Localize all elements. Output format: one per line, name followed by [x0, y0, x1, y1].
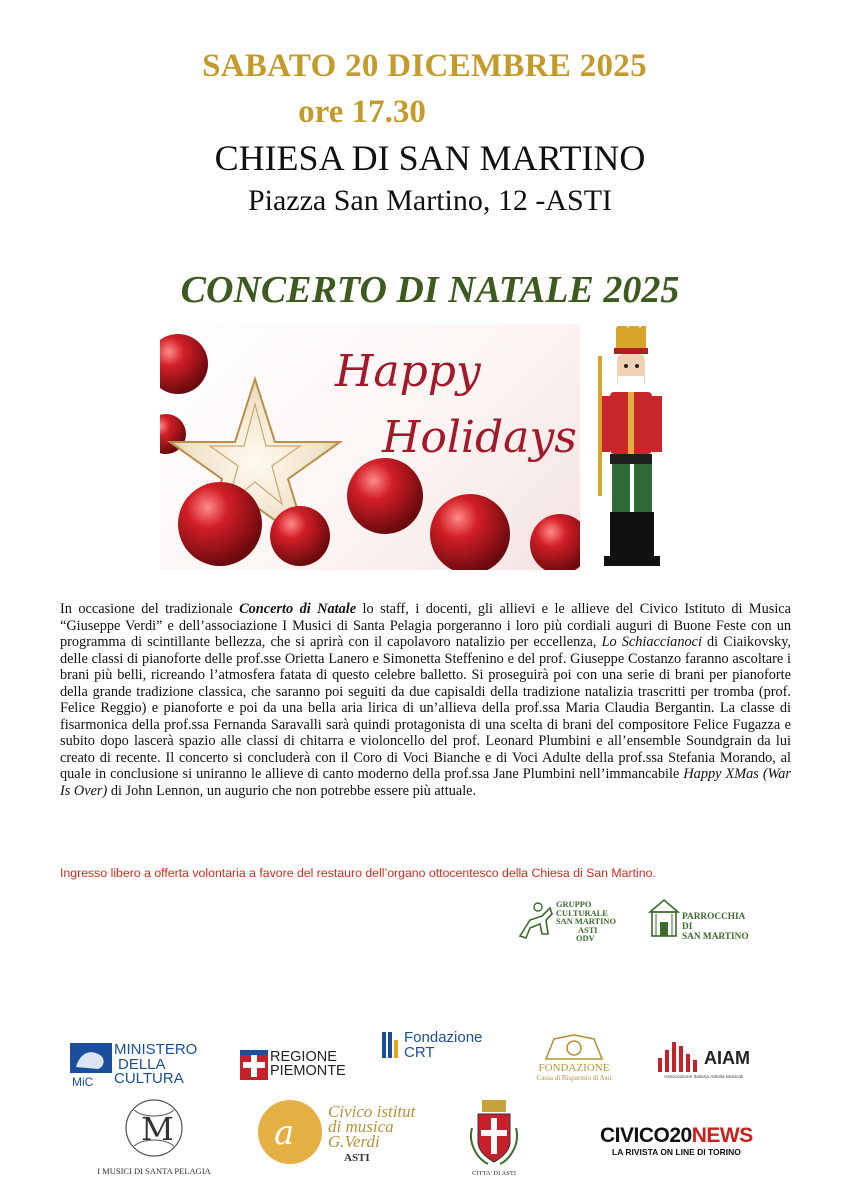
aiam-logo [656, 1040, 766, 1082]
civico-main: CIVICO20 [600, 1124, 692, 1147]
fondazione-line-1: FONDAZIONE [538, 1062, 610, 1074]
piemonte-shield-icon [240, 1050, 268, 1080]
gruppo-line-1: GRUPPO [556, 900, 592, 909]
aiam-bars-icon [656, 1040, 704, 1074]
gruppo-line-5: ODV [576, 934, 595, 944]
gruppo-line-4: ASTI [578, 925, 598, 935]
description-schiaccianoci: Lo Schiaccianoci [601, 634, 702, 650]
greeting-holidays: Holidays [382, 412, 577, 463]
verdi-line-3: G.Verdi [328, 1132, 380, 1151]
mic-line-2: DELLA [118, 1055, 166, 1073]
civico-istituto-verdi-logo [256, 1098, 416, 1170]
parrocchia-line-2: SAN MARTINO [682, 932, 749, 942]
church-facade-icon [648, 898, 680, 938]
entry-note: Ingresso libero a offerta volontaria a favore del restauro dell’organo ottocentesco della Chiesa di San Martino. [60, 866, 656, 880]
happy-holidays-image [160, 324, 580, 570]
greeting-happy: Happy [335, 346, 481, 397]
mic-emblem-icon [70, 1043, 112, 1089]
citta-di-asti-logo [466, 1098, 522, 1180]
civico20-news-logo [600, 1120, 760, 1162]
event-address: Piazza San Martino, 12 -ASTI [247, 184, 613, 217]
holiday-ornaments-illustration [160, 324, 580, 570]
svg-text:M: M [141, 1110, 174, 1148]
description-happy-xmas: Happy XMas (War Is Over) [60, 766, 791, 799]
event-description [60, 601, 791, 799]
ministero-cultura-logo [70, 1043, 210, 1089]
verdi-line-1: Civico istitut [328, 1102, 416, 1121]
asti-coat-of-arms-icon [466, 1098, 522, 1168]
description-part-4: di John Lennon, un augurio che non potrebbe essere più attuale. [107, 782, 477, 799]
event-time: ore 17.30 [298, 94, 426, 130]
asti-name: CITTA' DI ASTI [472, 1170, 516, 1177]
civico-subtitle: LA RIVISTA ON LINE DI TORINO [612, 1147, 741, 1157]
parrocchia-logo [648, 898, 754, 942]
verdi-circle-icon [256, 1098, 324, 1166]
regione-line-2: PIEMONTE [270, 1063, 346, 1079]
fondazione-crt-logo [382, 1030, 512, 1064]
musici-name: I MUSICI DI SANTA PELAGIA [97, 1166, 211, 1176]
nutcracker-illustration [596, 326, 668, 576]
gruppo-line-3: SAN MARTINO [556, 917, 616, 927]
crt-line-2: CRT [404, 1044, 435, 1061]
fondazione-cr-asti-logo [526, 1033, 622, 1083]
gruppo-line-2: CULTURALE [556, 908, 608, 918]
fondazione-line-2: Cassa di Risparmio di Asti [536, 1074, 612, 1082]
musici-monogram-icon [94, 1094, 214, 1164]
event-date: SABATO 20 DICEMBRE 2025 [202, 48, 647, 84]
fondazione-crest-icon [526, 1033, 622, 1063]
musici-santa-pelagia-logo [94, 1094, 214, 1178]
parrocchia-line-1: PARROCCHIA DI [682, 912, 745, 932]
horseman-icon [516, 898, 556, 942]
regione-line-1: REGIONE [270, 1049, 337, 1065]
description-part-3: di Ciaikovsky, delle classi di pianoforte delle prof.sse Orietta Lanero e Simonetta Steffenino e del prof. Giuseppe Costanzo faranno ascoltare i brani più belli, ricreando l’atmosfera fatata di questo celebre balletto. Si proseguirà poi con una serie di brani per pianoforte della grande tradizione classica, che saranno poi seguiti da due capisaldi della tradizione natalizia trascritti per tromba (prof. Felice Reggio) e pianoforte e poi da una bella aria lirica di un’allieva della prof.ssa Maria Claudia Bergantin. La classe di fisarmonica della prof.ssa Fernanda Saravalli sarà quindi protagonista di una scelta di brani del compositore Felice Fugazza e subito dopo lascerà spazio alle classi di chitarra e violoncello del prof. Leonard Plumbini e all’ensemble Soundgrain da lui creato di recente. Il concerto si concluderà con il Coro di Voci Bianche e di Voci Adulte della prof.ssa Stefania Morando, al quale in conclusione si uniranno le allieve di canto moderno della prof.ssa Jane Plumbini nell’immancabile [60, 634, 791, 782]
civico-news: NEWS [691, 1124, 753, 1147]
description-part-2: lo staff, i docenti, gli allievi e le allieve del Civico Istituto di Musica “Giuseppe Verdi” e dell’associazione I Musici di Santa Pelagia porgeranno i loro più cordiali auguri di Buone Feste con un programma di scintillante bellezza, che si aprirà con il capolavoro natalizio per eccellenza, [60, 601, 791, 650]
svg-text:a: a [274, 1113, 295, 1153]
nutcracker-image [596, 326, 668, 576]
gruppo-culturale-logo [516, 898, 622, 942]
verdi-line-2: di musica [328, 1117, 394, 1136]
crt-bars-icon [382, 1030, 400, 1060]
aiam-name: AIAM [704, 1048, 750, 1068]
regione-piemonte-logo [240, 1050, 360, 1082]
event-venue: CHIESA DI SAN MARTINO [214, 138, 646, 178]
mic-line-1: MINISTERO [114, 1041, 198, 1058]
description-part-1: In occasione del tradizionale [60, 601, 240, 617]
aiam-subtitle: Associazione Italiana Attività Musicali [664, 1075, 744, 1080]
mic-line-3: CULTURA [114, 1070, 184, 1087]
crt-line-1: Fondazione [404, 1029, 483, 1046]
mic-badge: MiC [72, 1075, 94, 1089]
description-concert-name: Concerto di Natale [239, 601, 357, 617]
verdi-city: ASTI [344, 1152, 370, 1164]
concert-title: CONCERTO DI NATALE 2025 [180, 269, 680, 311]
